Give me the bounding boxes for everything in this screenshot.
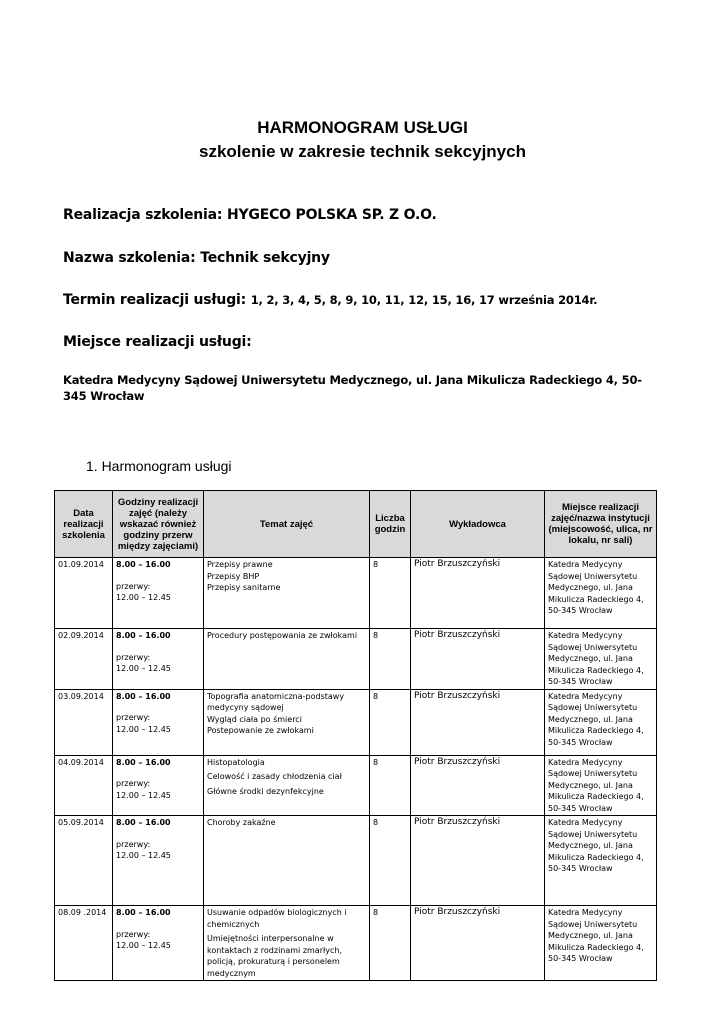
cell-lecturer: Piotr Brzuszczyński [411,629,545,690]
realizacja-line [63,207,437,223]
termin-line [63,292,597,308]
topic-item: Przepisy sanitarne [207,583,281,592]
cell-count: 8 [370,629,411,690]
topic-item: Umiejętności interpersonalne w kontaktach z rodzinami zmarłych, policją, prokuraturą i personelem medycznym [207,934,343,978]
cell-count: 8 [370,689,411,755]
cell-place: Katedra Medycyny Sądowej Uniwersytetu Medycznego, ul. Jana Mikulicza Radeckiego 4, 50-345 Wrocław [545,629,657,690]
break-time: 12.00 – 12.45 [116,790,171,800]
table-row [55,558,657,629]
cell-date: 05.09.2014 [55,816,113,906]
cell-topic [204,629,370,690]
hours-value: 8.00 – 16.00 [116,757,171,767]
topic-item: Histopatologia [207,757,265,767]
hours-value: 8.00 – 16.00 [116,560,171,569]
cell-lecturer: Piotr Brzuszczyński [411,689,545,755]
cell-count: 8 [370,755,411,816]
cell-hours [113,689,204,755]
hours-value: 8.00 – 16.00 [116,908,171,917]
termin-value: 1, 2, 3, 4, 5, 8, 9, 10, 11, 12, 15, 16, 17 września 2014r. [250,293,598,307]
table-row [55,689,657,755]
realizacja-value: HYGECO POLSKA SP. Z O.O. [226,207,437,223]
cell-place: Katedra Medycyny Sądowej Uniwersytetu Medycznego, ul. Jana Mikulicza Radeckiego 4, 50-345 Wrocław [545,755,657,816]
miejsce-label: Miejsce realizacji usługi: [63,334,252,350]
header-date: Data realizacji szkolenia [55,491,113,558]
cell-place: Katedra Medycyny Sądowej Uniwersytetu Medycznego, ul. Jana Mikulicza Radeckiego 4, 50-345 Wrocław [545,906,657,981]
break-time: 12.00 – 12.45 [116,941,171,950]
break-label: przerwy: [116,713,151,722]
break-time: 12.00 – 12.45 [116,664,171,673]
break-label: przerwy: [116,839,151,849]
header-count: Liczba godzin [370,491,411,558]
cell-count: 8 [370,816,411,906]
table-row [55,755,657,816]
nazwa-line [63,250,330,266]
section-title: 1. Harmonogram usługi [86,458,232,474]
cell-hours [113,558,204,629]
cell-topic [204,755,370,816]
cell-lecturer: Piotr Brzuszczyński [411,755,545,816]
cell-hours [113,906,204,981]
topic-item: Topografia anatomiczna-podstawy medycyny sądowej [207,691,345,712]
nazwa-value: Technik sekcyjny [200,250,330,266]
table-header-row [55,491,657,558]
topic-item: Wygląd ciała po śmierci [207,714,302,724]
address: Katedra Medycyny Sądowej Uniwersytetu Medycznego, ul. Jana Mikulicza Radeckiego 4, 50-345 Wrocław [63,373,642,403]
cell-place: Katedra Medycyny Sądowej Uniwersytetu Medycznego, ul. Jana Mikulicza Radeckiego 4, 50-345 Wrocław [545,816,657,906]
cell-lecturer: Piotr Brzuszczyński [411,558,545,629]
header-hours: Godziny realizacji zajęć (należy wskazać również godziny przerw między zajęciami) [113,491,204,558]
hours-value: 8.00 – 16.00 [116,691,171,701]
cell-hours [113,755,204,816]
hours-value: 8.00 – 16.00 [116,631,171,640]
cell-date: 02.09.2014 [55,629,113,690]
realizacja-label: Realizacja szkolenia: [63,207,223,223]
cell-count: 8 [370,906,411,981]
break-label: przerwy: [116,652,151,662]
cell-lecturer: Piotr Brzuszczyński [411,816,545,906]
cell-place: Katedra Medycyny Sądowej Uniwersytetu Medycznego, ul. Jana Mikulicza Radeckiego 4, 50-345 Wrocław [545,689,657,755]
cell-topic [204,816,370,906]
break-time: 12.00 – 12.45 [116,593,171,602]
document-subtitle: szkolenie w zakresie technik sekcyjnych [199,142,526,161]
document-title: HARMONOGRAM USŁUGI [257,118,468,137]
cell-date: 08.09 .2014 [55,906,113,981]
cell-count: 8 [370,558,411,629]
cell-date: 04.09.2014 [55,755,113,816]
cell-topic [204,558,370,629]
cell-topic [204,906,370,981]
nazwa-label: Nazwa szkolenia: [63,250,196,266]
table-row [55,906,657,981]
topic-item: Przepisy BHP [207,571,260,581]
topic-item: Celowość i zasady chłodzenia ciał [207,772,342,781]
cell-hours [113,816,204,906]
header-topic: Temat zajęć [204,491,370,558]
cell-lecturer: Piotr Brzuszczyński [411,906,545,981]
table-row [55,816,657,906]
header-place: Miejsce realizacji zajęć/nazwa instytucji (miejscowość, ulica, nr lokalu, nr sali) [545,491,657,558]
table-row [55,629,657,690]
topic-item: Główne środki dezynfekcyjne [207,786,324,796]
hours-value: 8.00 – 16.00 [116,818,171,827]
break-label: przerwy: [116,779,151,788]
cell-topic [204,689,370,755]
topic-item: Postepowanie ze zwłokami [207,726,314,735]
topic-item: Przepisy prawne [207,560,273,569]
topic-item: Usuwanie odpadów biologicznych i chemicznych [207,908,347,929]
schedule-table [54,490,657,981]
cell-date: 03.09.2014 [55,689,113,755]
header-lecturer: Wykładowca [411,491,545,558]
topic-item: Procedury postępowania ze zwłokami [207,631,358,640]
termin-label: Termin realizacji usługi: [63,292,247,308]
break-time: 12.00 – 12.45 [116,724,171,734]
cell-date: 01.09.2014 [55,558,113,629]
cell-hours [113,629,204,690]
break-time: 12.00 – 12.45 [116,851,171,860]
break-label: przerwy: [116,929,151,939]
cell-place: Katedra Medycyny Sądowej Uniwersytetu Medycznego, ul. Jana Mikulicza Radeckiego 4, 50-345 Wrocław [545,558,657,629]
break-label: przerwy: [116,581,151,591]
topic-item: Choroby zakaźne [207,818,276,827]
